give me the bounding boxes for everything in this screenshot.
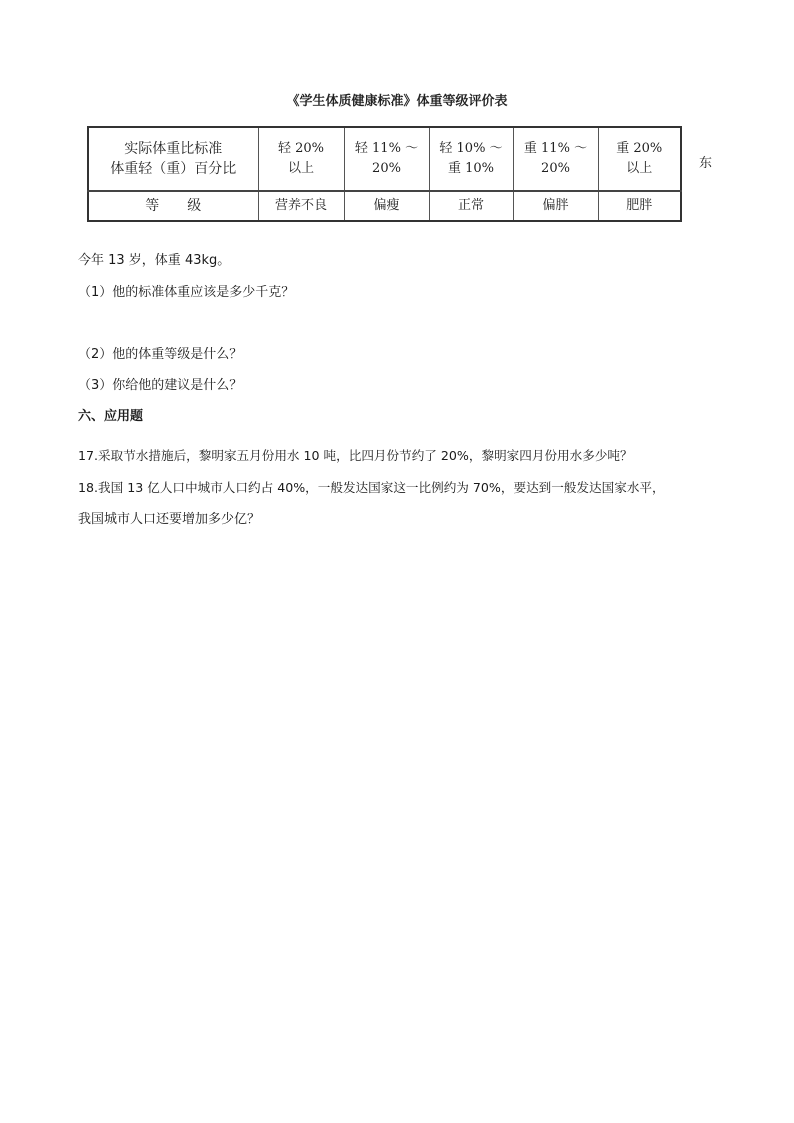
intro-text: 今年 13 岁，体重 43kg。	[78, 253, 231, 268]
row-header-percentage	[88, 127, 258, 191]
problem-17: 17.采取节水措施后，黎明家五月份用水 10 吨，比四月份节约了 20%，黎明家四月份用水多少吨？	[78, 448, 633, 463]
cell-line: 以上	[626, 161, 653, 176]
row-header-line-2: 体重轻（重）百分比	[110, 161, 237, 177]
grade-cell: 肥胖	[598, 191, 681, 221]
side-character: 东	[699, 156, 713, 171]
cell-line: 20%	[372, 161, 401, 176]
table-row-grade	[88, 191, 681, 221]
cell-line: 20%	[541, 161, 570, 176]
cell-line: 重 20%	[616, 141, 663, 156]
cell-line: 轻 10% ～	[439, 141, 503, 156]
row-header-grade: 等 级	[88, 191, 258, 221]
grade-cell: 营养不良	[258, 191, 344, 221]
cell-line: 以上	[287, 161, 314, 176]
cell-line: 重 11% ～	[523, 141, 588, 156]
table-row-percentage	[88, 127, 681, 191]
grade-cell: 偏瘦	[344, 191, 429, 221]
question-2: （2）他的体重等级是什么？	[78, 347, 243, 362]
section-heading: 六、应用题	[78, 409, 144, 424]
percentage-cell	[598, 127, 681, 191]
grade-cell: 正常	[429, 191, 513, 221]
question-1: （1）他的标准体重应该是多少千克？	[78, 285, 295, 300]
cell-line: 重 10%	[447, 161, 495, 176]
percentage-cell	[344, 127, 429, 191]
percentage-cell	[258, 127, 344, 191]
row-header-line-1: 实际体重比标准	[124, 141, 223, 157]
cell-line: 轻 11% ～	[354, 141, 419, 156]
percentage-cell	[513, 127, 598, 191]
cell-line: 轻 20%	[277, 141, 325, 156]
table-title: 《学生体质健康标准》体重等级评价表	[286, 94, 508, 109]
problem-18-line-2: 我国城市人口还要增加多少亿？	[78, 512, 261, 527]
percentage-cell	[429, 127, 513, 191]
question-3: （3）你给他的建议是什么？	[78, 378, 243, 393]
weight-grade-table	[87, 126, 682, 222]
grade-cell: 偏胖	[513, 191, 598, 221]
problem-18-line-1: 18.我国 13 亿人口中城市人口约占 40%，一般发达国家这一比例约为 70%，要达到一般发达国家水平，	[78, 480, 665, 495]
